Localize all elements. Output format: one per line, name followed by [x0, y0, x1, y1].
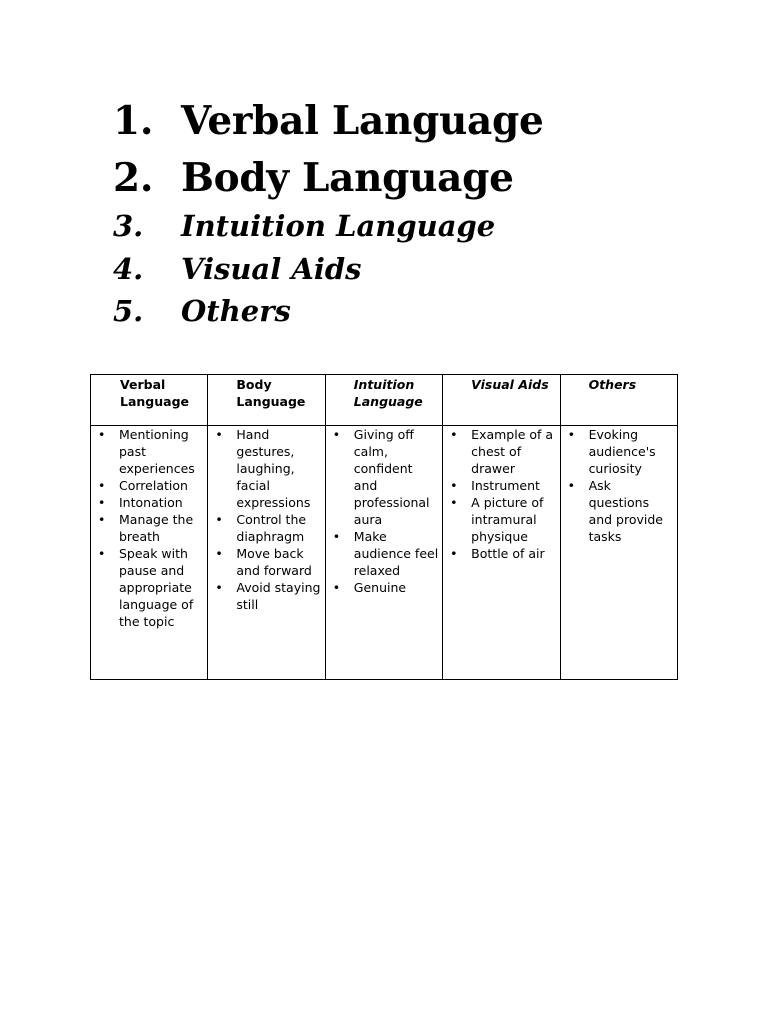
- list-item: • Ask questions and provide tasks: [561, 477, 673, 545]
- header-label: Intuition Language: [353, 377, 423, 409]
- bullet-list: [91, 426, 207, 630]
- list-number: 2.: [113, 155, 154, 201]
- header-body-language: [208, 375, 325, 426]
- header-label: Others: [588, 377, 637, 392]
- list-item: • Control the diaphragm: [208, 511, 320, 545]
- cell-intuition-language: [325, 426, 442, 680]
- list-item: • Instrument: [443, 477, 555, 494]
- cell-verbal-language: [91, 426, 208, 680]
- list-item: • Evoking audience's curiosity: [561, 426, 673, 477]
- cell-body-language: [208, 426, 325, 680]
- list-item: • A picture of intramural physique: [443, 494, 555, 545]
- header-label: Body Language: [236, 377, 306, 409]
- header-others: [560, 375, 677, 426]
- bullet-list: [443, 426, 559, 562]
- list-item: • Genuine: [326, 579, 438, 596]
- list-item: • Bottle of air: [443, 545, 555, 562]
- list-text: Visual Aids: [181, 252, 362, 286]
- header-verbal-language: [91, 375, 208, 426]
- list-item: • Correlation: [91, 477, 203, 494]
- list-item: • Speak with pause and appropriate language of the topic: [91, 545, 203, 630]
- list-item: • Mentioning past experiences: [91, 426, 203, 477]
- header-label: Visual Aids: [471, 377, 549, 392]
- list-text: Intuition Language: [181, 209, 496, 243]
- header-label: Verbal Language: [120, 377, 190, 409]
- cell-visual-aids: [443, 426, 560, 680]
- list-number: 5.: [113, 294, 144, 328]
- list-item: • Move back and forward: [208, 545, 320, 579]
- header-visual-aids: [443, 375, 560, 426]
- list-number: 4.: [113, 252, 144, 286]
- bullet-list: [326, 426, 442, 596]
- header-intuition-language: [325, 375, 442, 426]
- list-item: • Hand gestures, laughing, facial expressions: [208, 426, 320, 511]
- bullet-list: [208, 426, 324, 613]
- table-row: [91, 426, 678, 680]
- list-number: 3.: [113, 209, 144, 243]
- list-text: Others: [181, 294, 291, 328]
- bullet-list: [561, 426, 677, 545]
- list-item: • Intonation: [91, 494, 203, 511]
- list-number: 1.: [113, 98, 154, 144]
- list-item: • Make audience feel relaxed: [326, 528, 438, 579]
- table-header-row: [91, 375, 678, 426]
- list-text: Body Language: [181, 155, 514, 201]
- communication-table: [90, 374, 678, 680]
- list-item: • Giving off calm, confident and professional aura: [326, 426, 438, 528]
- list-text: Verbal Language: [181, 98, 544, 144]
- list-item: • Manage the breath: [91, 511, 203, 545]
- cell-others: [560, 426, 677, 680]
- list-item: • Example of a chest of drawer: [443, 426, 555, 477]
- list-item: • Avoid staying still: [208, 579, 320, 613]
